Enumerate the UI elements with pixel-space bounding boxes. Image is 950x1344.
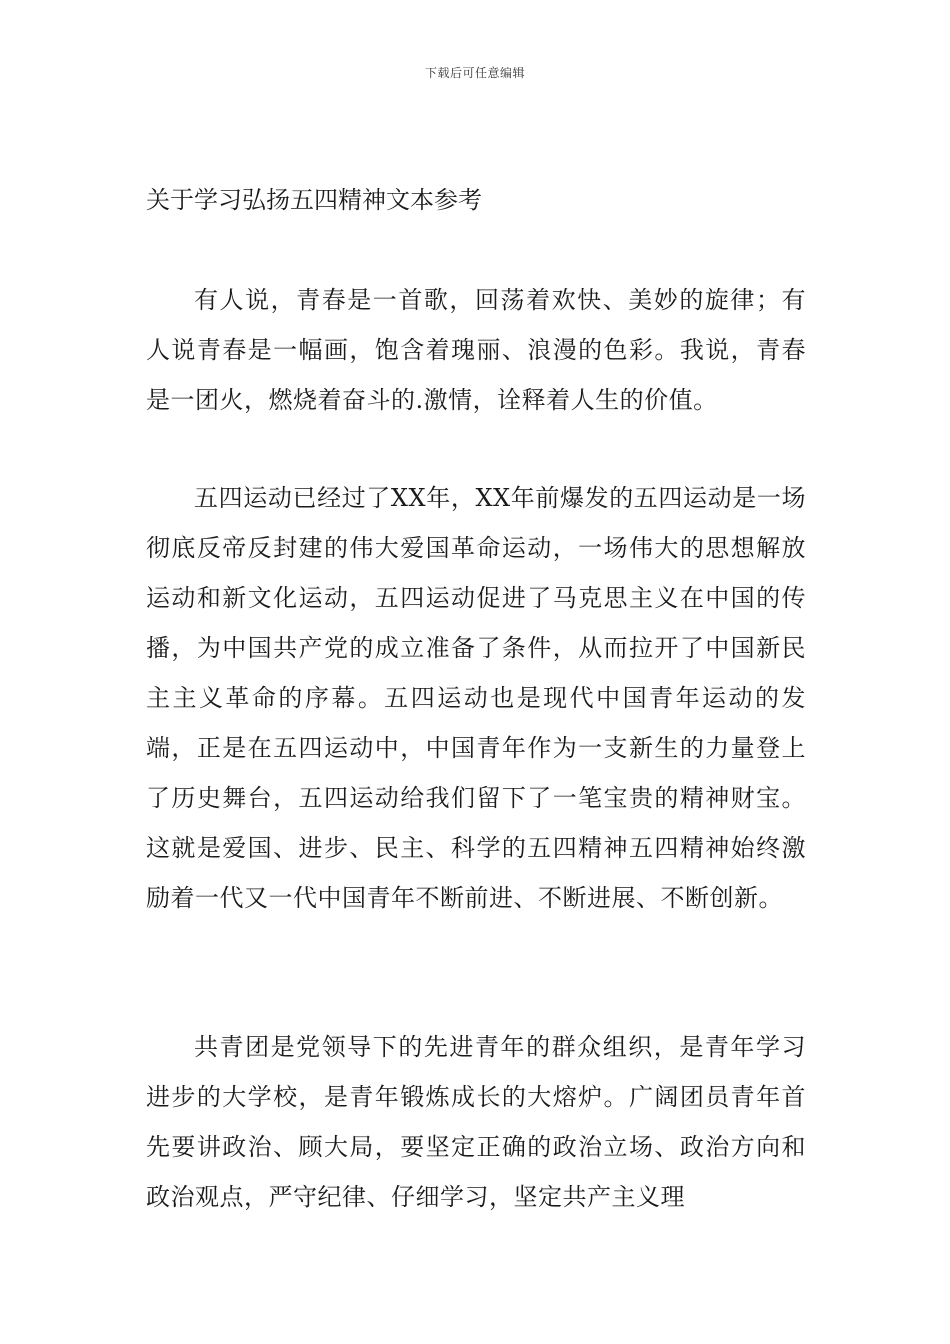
header-note: 下载后可任意编辑 — [424, 66, 525, 80]
paragraph-youth: 有人说，青春是一首歌，回荡着欢快、美妙的旋律；有人说青春是一幅画，饱含着瑰丽、浪漫的色彩。我说，青春是一团火，燃烧着奋斗的.激情，诠释着人生的价值。 — [146, 286, 806, 414]
paragraph-may-fourth: 五四运动已经过了XX年，XX年前爆发的五四运动是一场彻底反帝反封建的伟大爱国革命运动，一场伟大的思想解放运动和新文化运动，五四运动促进了马克思主义在中国的传播，为中国共产党的成立准备了条件，从而拉开了中国新民主主义革命的序幕。五四运动也是现代中国青年运动的发端，正是在五四运动中，中国青年作为一支新生的力量登上了历史舞台，五四运动给我们留下了一笔宝贵的精神财宝。这就是爱国、进步、民主、科学的五四精神五四精神始终激励着一代又一代中国青年不断前进、不断进展、不断创新。 — [146, 484, 806, 912]
paragraph-youth-league: 共青团是党领导下的先进青年的群众组织，是青年学习进步的大学校，是青年锻炼成长的大熔炉。广阔团员青年首先要讲政治、顾大局，要坚定正确的政治立场、政治方向和政治观点，严守纪律、仔细学习，坚定共产主义理 — [146, 1033, 806, 1211]
document-title: 关于学习弘扬五四精神文本参考 — [146, 186, 482, 214]
